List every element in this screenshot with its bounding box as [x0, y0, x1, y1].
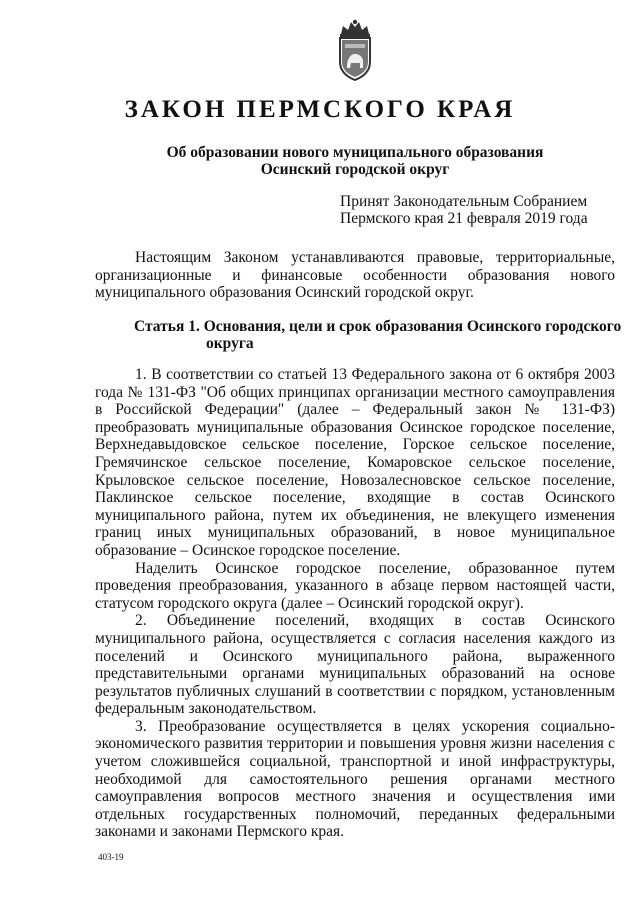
article-title-line: Статья 1. Основания, цели и срок образования Осинского городского	[134, 318, 622, 335]
perm-krai-coat-of-arms-icon	[333, 18, 377, 82]
document-code: 403-19	[98, 852, 124, 862]
preamble-paragraph: Настоящим Законом устанавливаются правовые, территориальные, организационные и финансовые особенности образования нового муниципального образования Осинский городской округ.	[95, 249, 615, 302]
law-subtitle	[150, 144, 560, 178]
article-paragraph: 3. Преобразование осуществляется в целях ускорения социально-экономического развития территории и повышения уровня жизни населения с учетом сложившейся социальной, транспортной и иной инфраструктуры, необходимой для самостоятельного решения органами местного самоуправления вопросов местного значения и осуществления ими отдельных государственных полномочий, переданных федеральными законами и законами Пермского края.	[95, 717, 615, 841]
adoption-line: Пермского края 21 февраля 2019 года	[340, 210, 588, 227]
article-paragraph: 1. В соответствии со статьей 13 Федерального закона от 6 октября 2003 года № 131-ФЗ "Об общих принципах организации местного самоуправления в Российской Федерации" (далее – Федеральный закон № 131-ФЗ) преобразовать муниципальные образования Осинское городское поселение, Верхнедавыдовское сельское поселение, Горское сельское поселение, Гремячинское сельское поселение, Комаровское сельское поселение, Крыловское сельское поселение, Новозалесновское сельское поселение, Паклинское сельское поселение, входящие в состав Осинского муниципального района, путем их объединения, не влекущего изменения границ иных муниципальных образований, в новое муниципальное образование – Осинское городское поселение.	[95, 366, 615, 559]
law-title: ЗАКОН ПЕРМСКОГО КРАЯ	[124, 96, 516, 123]
adoption-line: Принят Законодательным Собранием	[340, 193, 588, 210]
subtitle-line: Осинский городской округ	[260, 161, 450, 178]
article-heading	[134, 318, 624, 352]
article-body	[95, 366, 615, 841]
article-paragraph: Наделить Осинское городское поселение, образованное путем проведения преобразования, указанного в абзаце первом настоящей части, статусом городского округа (далее – Осинский городской округ).	[95, 559, 615, 612]
article-title-line: округа	[206, 335, 254, 352]
adoption-note	[340, 193, 588, 227]
subtitle-line: Об образовании нового муниципального образования	[166, 144, 544, 161]
article-paragraph: 2. Объединение поселений, входящих в состав Осинского муниципального района, осуществляется с согласия населения каждого из поселений и Осинского муниципального района, выраженного представительными органами муниципальных образований на основе результатов публичных слушаний в соответствии с порядком, установленным федеральным законодательством.	[95, 612, 615, 718]
preamble	[95, 249, 615, 302]
